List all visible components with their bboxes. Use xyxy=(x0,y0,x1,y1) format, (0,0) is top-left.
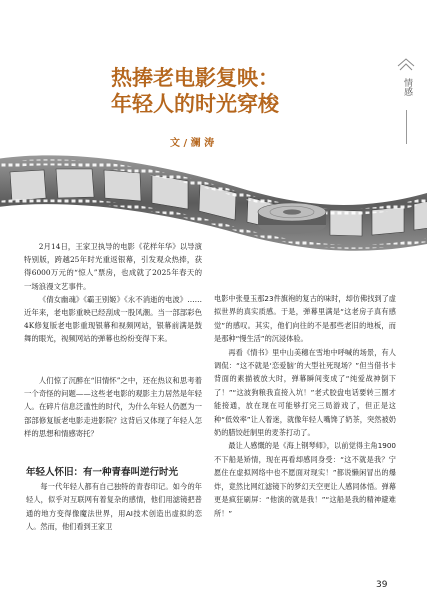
article-title-line-1: 热捧老电影复映： xyxy=(111,65,279,90)
right-column-body xyxy=(214,292,396,520)
section-tag-label: 情感 xyxy=(402,78,412,96)
left-column-body xyxy=(26,480,202,534)
article-title-line-2: 年轻人的时光穿梭 xyxy=(111,91,279,116)
body-paragraph: 每一代年轻人都有自己独特的青春印记。如今的年轻人，似乎对互联网有着复杂的感情，他们用滤镜把普通的地方变得像魔法世界，用AI技术创造出虚拟的恋人。然而，他们看到王家卫 xyxy=(26,482,202,532)
intro-question xyxy=(24,374,202,440)
section-tag-rule xyxy=(406,110,407,144)
intro-text xyxy=(24,240,202,346)
body-paragraph: 再看《情书》里中山美穗在雪地中呼喊的场景，有人调侃：“这不就是‘恋爱脑’的大型社死现场？”但当借书卡背面的素描被放大时，弹幕瞬间变成了“纯爱战神倒下了！”“这波狗粮我直接入坑！”老式胶盘电话要转三圈才能接通，放在现在可能够打完三局游戏了，但正是这种“低效率”让人着迷，就像年轻人嘴馋了奶茶，突然被奶奶的腊饺赶制里的麦茶打动了。 xyxy=(214,347,396,438)
intro-paragraph: 《倩女幽魂》《霸王别姬》《永不消逝的电波》……近年来，老电影重映已经刮成一股风潮。当一部部彩色4K修复版老电影重现银幕和视频网站，银幕前满是鼓舞的眼光，视频网站的弹幕也纷纷变得下来。 xyxy=(24,294,202,344)
byline: 文 / 澜 涛 xyxy=(170,138,215,149)
intro-paragraph: 2月14日，王家卫执导的电影《花样年华》以导演特别版，跨越25年时光重返银幕，引发观众热捧，获得6000万元的“惊人”票房，也成就了2025年春天的一场浪漫文艺事件。 xyxy=(24,242,202,291)
page-number: 39 xyxy=(376,580,388,590)
body-paragraph: 最让人感慨的是《海上钢琴师》，以前觉得主角1900不下船是矫情，现在再看却感同身受：“这不就是我？宁愿住在虚拟网络中也不愿面对现实！”都说懒闲冒出的爆炸，竟然比网红滤镜下的梦幻天空更让人感同体悟。弹幕更是疯狂刷屏：“他演的就是我！”“这船是我的精神避难所！” xyxy=(214,441,396,518)
intro-paragraph: 人们惊了沉醉在“旧情怀”之中，还在热议和思考着一个奇怪的问题——这些老电影的观影主力居然是年轻人。在碎片信息泛滥性的时代，为什么年轻人仍愿为一部部修复版老电影走进影院？这背后又体现了年轻人怎样的思想和情感寄托？ xyxy=(24,376,202,438)
section-tag xyxy=(393,58,419,142)
body-paragraph: 电影中张曼玉那23件旗袍的复古的味时，却仿佛找到了虚拟世界的真实质感。于是，弹幕里满是“这老房子真有感觉”的感叹。其实，他们向往的不是那些老旧的地板，而是那种“慢生活”的沉浸体验。 xyxy=(214,294,396,344)
roof-ornament-icon xyxy=(397,58,415,74)
section-heading: 年轻人怀旧：有一种青春叫逆行时光 xyxy=(26,467,179,478)
